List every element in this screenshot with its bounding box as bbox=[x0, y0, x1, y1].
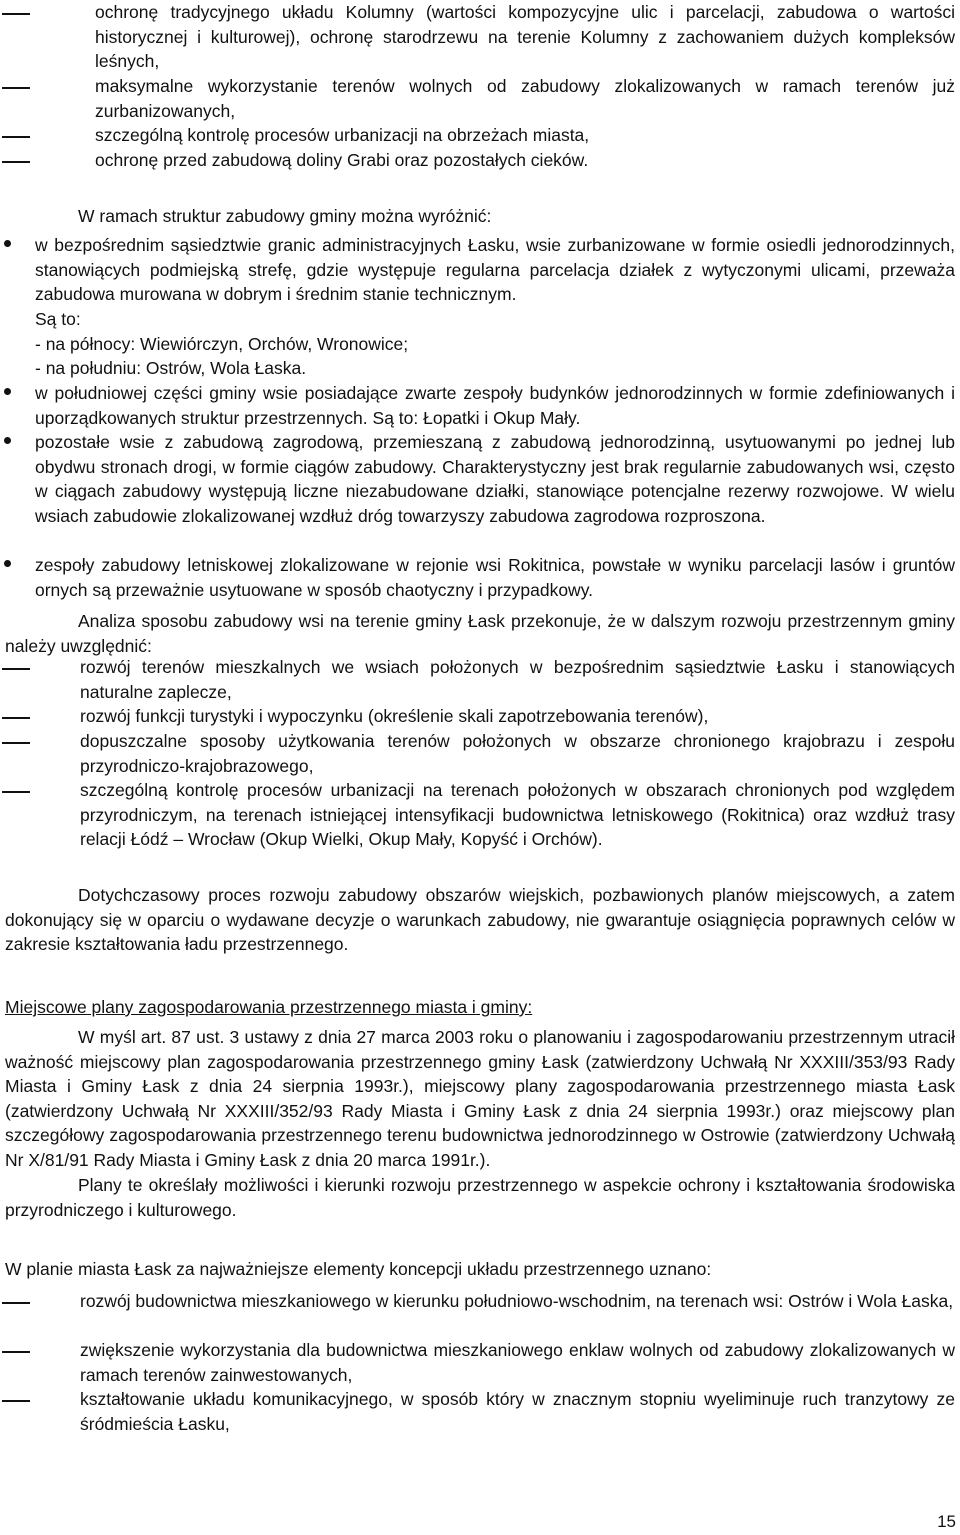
bullet-item: w południowej części gminy wsie posiadające zwarte zespoły budynków jednorodzinnych w formie zdefiniowanych i uporządkowanych struktur przestrzennych. Są to: Łopatki i Okup Mały. bbox=[35, 383, 955, 428]
dash-marker bbox=[2, 13, 30, 15]
bullet-item: zespoły zabudowy letniskowej zlokalizowane w rejonie wsi Rokitnica, powstałe w wyniku parcelacji lasów i gruntów ornych są przeważnie usytuowane w sposób chaotyczny i przypadkowy. bbox=[35, 555, 955, 600]
dash-marker bbox=[2, 1351, 30, 1353]
dash-marker bbox=[2, 668, 30, 670]
bullet-subtext: Są to: bbox=[35, 309, 81, 329]
list-item: rozwój funkcji turystyki i wypoczynku (określenie skali zapotrzebowania terenów), bbox=[80, 706, 709, 726]
bullet-item: w bezpośrednim sąsiedztwie granic administracyjnych Łasku, wsie zurbanizowane w formie osiedli jednorodzinnych, stanowiących podmiejską strefę, gdzie występuje regularna parcelacja działek z wytyczonymi ulicami, przeważa zabudowa murowana w dobrym i średnim stanie technicznym. bbox=[35, 235, 955, 305]
dash-marker bbox=[2, 87, 30, 89]
bullet-marker bbox=[4, 437, 11, 444]
bullet-item: pozostałe wsie z zabudową zagrodową, przemieszaną z zabudową jednorodzinną, usytuowanymi po jednej lub obydwu stronach drogi, w formie ciągów zabudowy. Charakterystyczny jest brak regularnie zabudowanych wsi, często w ciągach zabudowy występują liczne niezabudowane działki, stanowiące potencjalne rezerwy rozwojowe. W wielu wsiach zabudowie zlokalizowanej wzdłuż dróg towarzyszy zabudowa zagrodowa rozproszona. bbox=[35, 432, 955, 526]
list-item: dopuszczalne sposoby użytkowania terenów położonych w obszarze chronionego krajobrazu i zespołu przyrodniczo-krajobrazowego, bbox=[80, 731, 955, 776]
list-item: rozwój budownictwa mieszkaniowego w kierunku południowo-wschodnim, na terenach wsi: Ostrów i Wola Łaska, bbox=[80, 1291, 954, 1311]
list-item: kształtowanie układu komunikacyjnego, w sposób który w znacznym stopniu wyeliminuje ruch tranzytowy ze śródmieścia Łasku, bbox=[80, 1389, 955, 1434]
bullet-subtext: - na południu: Ostrów, Wola Łaska. bbox=[35, 358, 307, 378]
list-item: ochronę tradycyjnego układu Kolumny (wartości kompozycyjne ulic i parcelacji, zabudowa o wartości historycznej i kulturowej), ochronę starodrzewu na terenie Kolumny z zachowaniem dużych kompleksów leśnych, bbox=[95, 2, 955, 72]
dash-marker bbox=[2, 1400, 30, 1402]
dash-marker bbox=[2, 161, 30, 163]
bullet-marker bbox=[4, 560, 11, 567]
dash-marker bbox=[2, 717, 30, 719]
list-item: ochronę przed zabudową doliny Grabi oraz pozostałych cieków. bbox=[95, 150, 589, 170]
section-heading: Miejscowe plany zagospodarowania przestrzennego miasta i gminy: bbox=[5, 997, 533, 1017]
dash-marker bbox=[2, 136, 30, 138]
dash-marker bbox=[2, 1302, 30, 1304]
list-item: szczególną kontrolę procesów urbanizacji na terenach położonych w obszarach chronionych pod względem przyrodniczym, na terenach istniejącej intensyfikacji budownictwa letniskowego (Rokitnica) oraz wzdłuż trasy relacji Łódź – Wrocław (Okup Wielki, Okup Mały, Kopyść i Orchów). bbox=[80, 780, 955, 850]
list-item: maksymalne wykorzystanie terenów wolnych od zabudowy zlokalizowanych w ramach terenów już zurbanizowanych, bbox=[95, 76, 955, 121]
list-item: szczególną kontrolę procesów urbanizacji na obrzeżach miasta, bbox=[95, 125, 590, 145]
page-number: 15 bbox=[937, 1512, 956, 1531]
paragraph-law: W myśl art. 87 ust. 3 ustawy z dnia 27 marca 2003 roku o planowaniu i zagospodarowaniu przestrzennym utracił ważność miejscowy plan zagospodarowania przestrzennego gminy Łask (zatwierdzony Uchwałą Nr XXXIII/353/93 Rady Miasta i Gminy Łask z dnia 24 sierpnia 1993r.), miejscowy plany zagospodarowania przestrzennego miasta Łask (zatwierdzony Uchwałą Nr XXXIII/352/93 Rady Miasta i Gminy Łask z dnia 24 sierpnia 1993r.) oraz miejscowy plan szczegółowy zagospodarowania przestrzennego terenu budownictwa jednorodzinnego w Ostrowie (zatwierdzony Uchwałą Nr X/81/91 Rady Miasta i Gminy Łask z dnia 20 marca 1991r.). bbox=[5, 1027, 955, 1170]
paragraph-city-plan: W planie miasta Łask za najważniejsze elementy koncepcji układu przestrzennego uznano: bbox=[5, 1259, 712, 1279]
bullet-marker bbox=[4, 240, 11, 247]
dash-marker bbox=[2, 791, 30, 793]
list-item: zwiększenie wykorzystania dla budownictwa mieszkaniowego enklaw wolnych od zabudowy zlokalizowanych w ramach terenów zainwestowanych, bbox=[80, 1340, 955, 1385]
paragraph-intro: W ramach struktur zabudowy gminy można wyróżnić: bbox=[78, 206, 492, 226]
dash-marker bbox=[2, 742, 30, 744]
bullet-subtext: - na północy: Wiewiórczyn, Orchów, Wronowice; bbox=[35, 334, 409, 354]
list-item: rozwój terenów mieszkalnych we wsiach położonych w bezpośrednim sąsiedztwie Łasku i stanowiących naturalne zaplecze, bbox=[80, 657, 955, 702]
paragraph-analysis: Analiza sposobu zabudowy wsi na terenie gminy Łask przekonuje, że w dalszym rozwoju przestrzennym gminy należy uwzględnić: bbox=[5, 611, 955, 656]
paragraph-plans: Plany te określały możliwości i kierunki rozwoju przestrzennego w aspekcie ochrony i kształtowania środowiska przyrodniczego i kulturowego. bbox=[5, 1175, 955, 1220]
bullet-marker bbox=[4, 388, 11, 395]
paragraph-process: Dotychczasowy proces rozwoju zabudowy obszarów wiejskich, pozbawionych planów miejscowych, a zatem dokonujący się w oparciu o wydawane decyzje o warunkach zabudowy, nie gwarantuje osiągnięcia poprawnych celów w zakresie kształtowania ładu przestrzennego. bbox=[5, 885, 955, 955]
